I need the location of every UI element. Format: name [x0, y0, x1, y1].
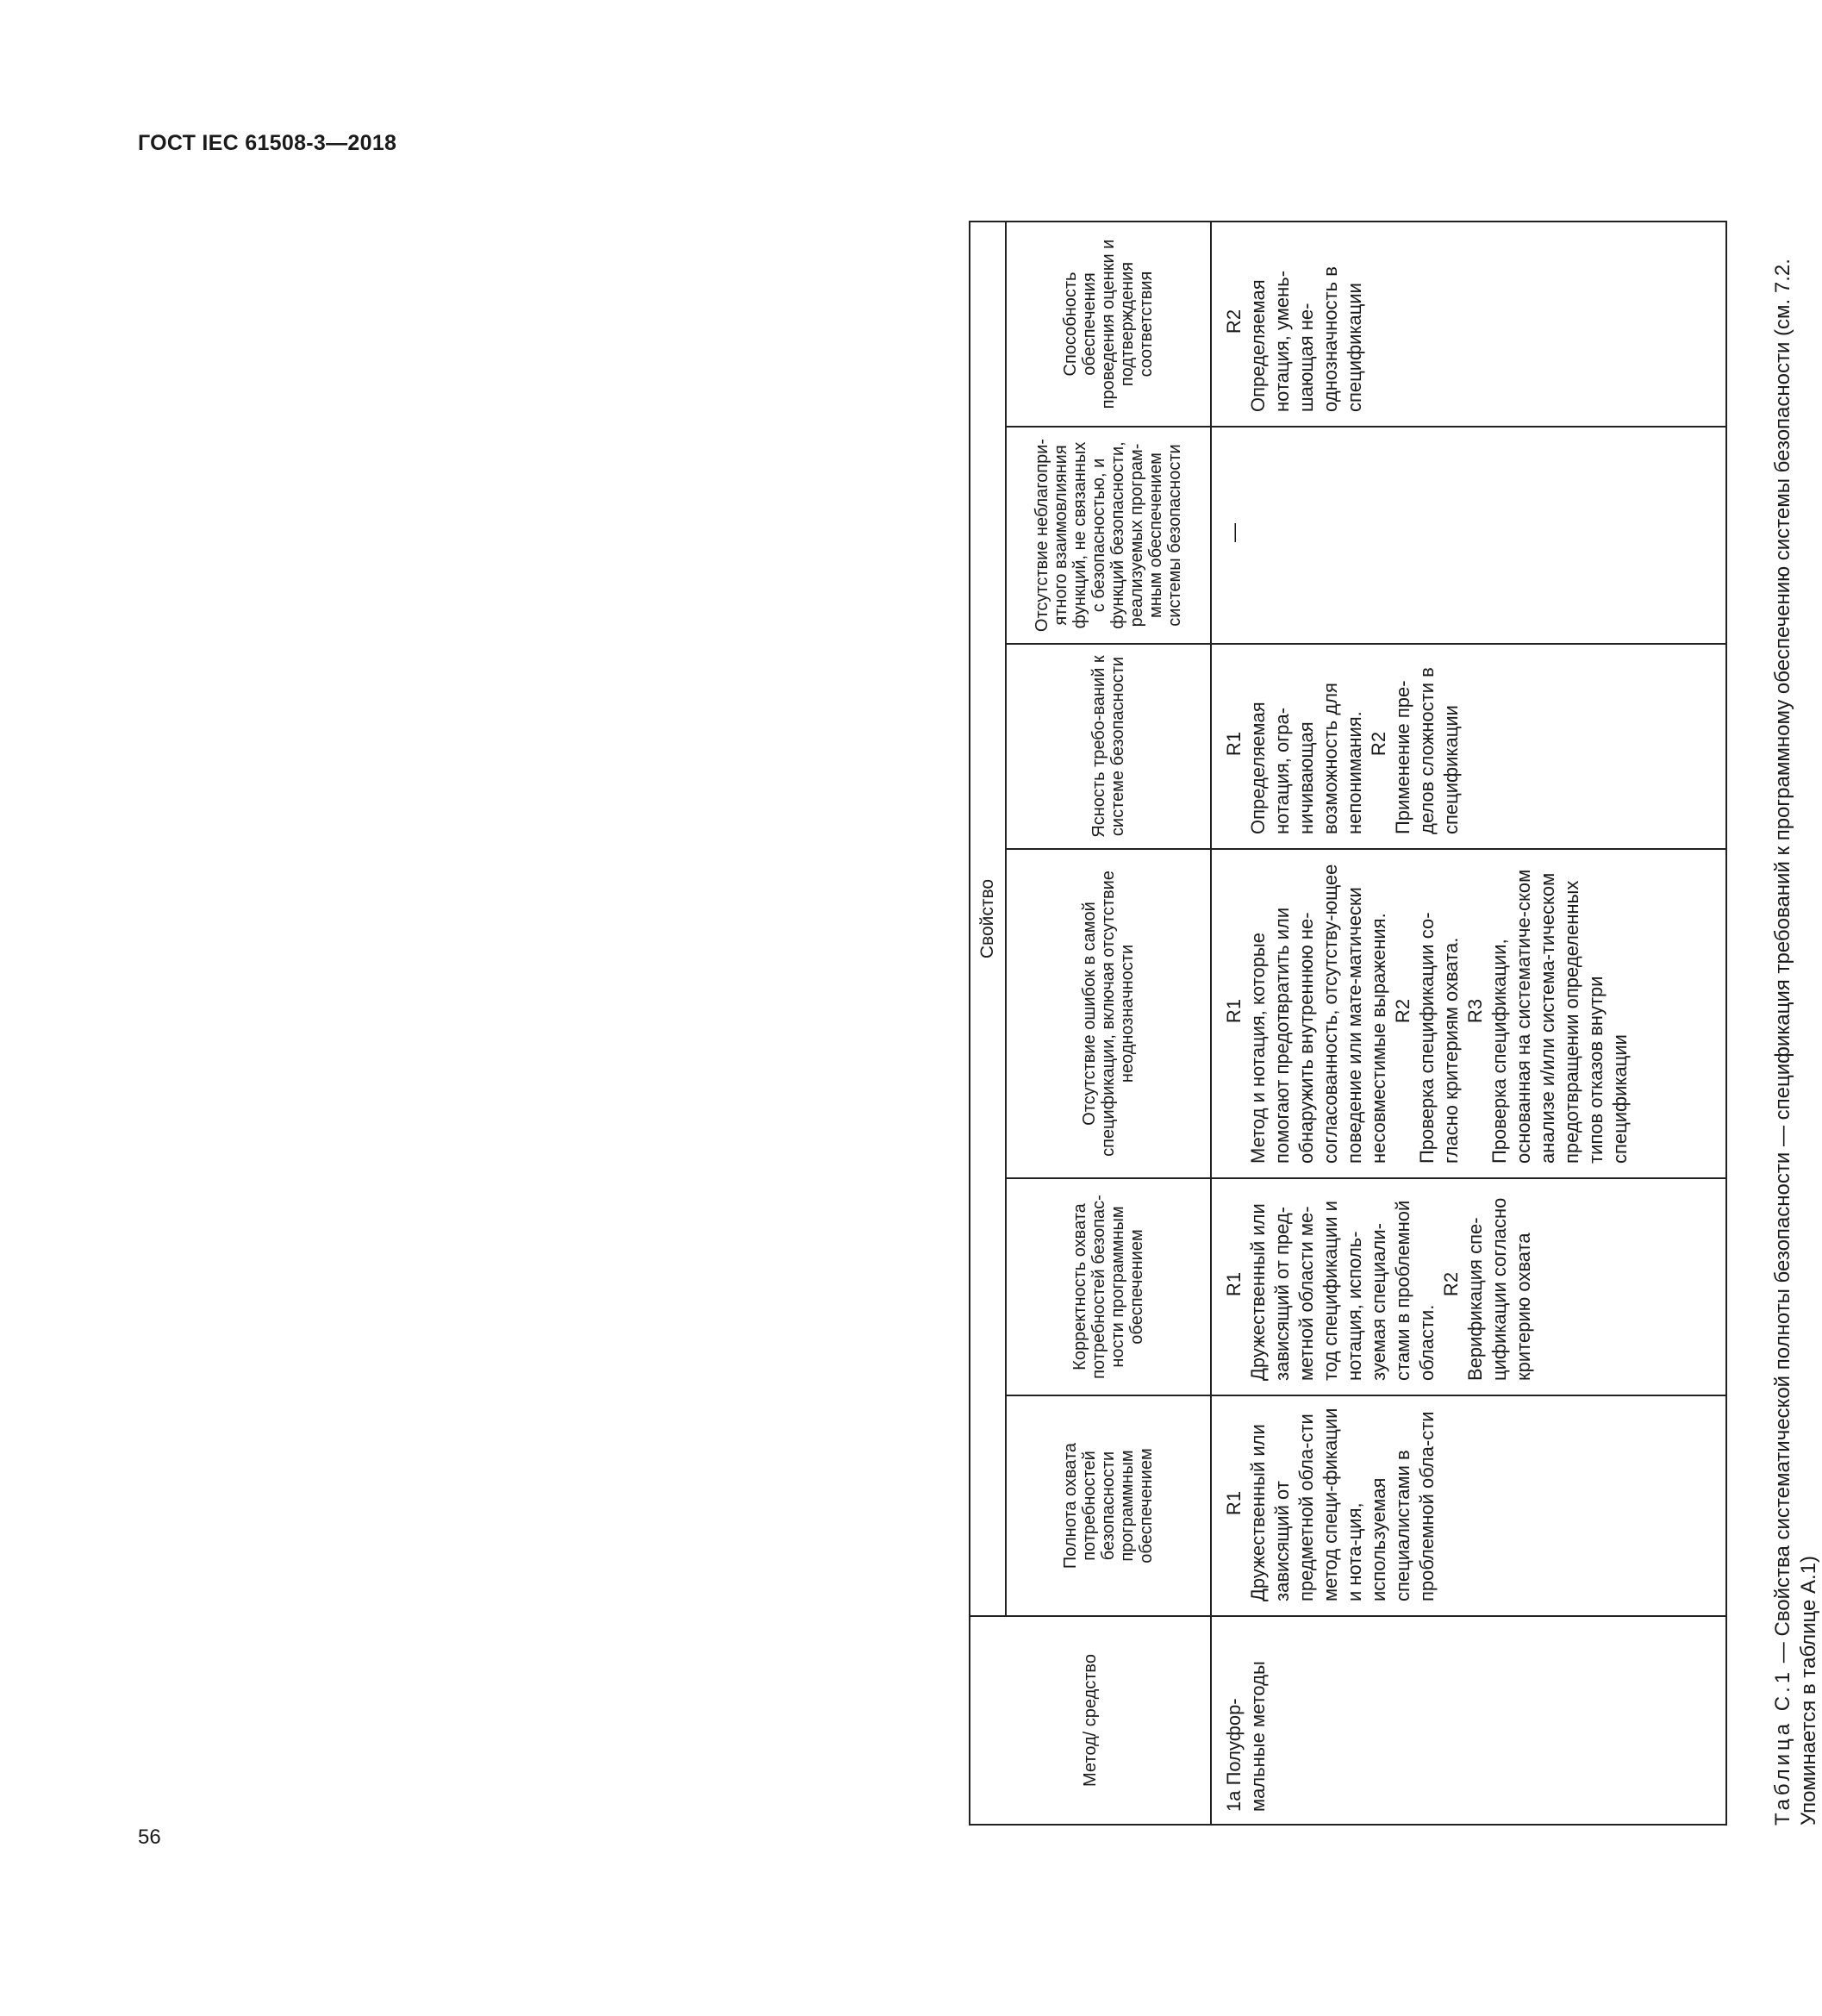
requirement-text: Проверка спецификации со-гласно критериям охвата. [1416, 912, 1462, 1164]
table-cell [1211, 849, 1726, 1178]
column-header-3: Отсутствие ошибок в самой спецификации, включая отсутствие неоднозначности [1006, 849, 1211, 1178]
method-header-cell [970, 1616, 1211, 1825]
table-row [1211, 222, 1726, 1825]
requirement-label: R2 [1440, 1271, 1462, 1297]
column-header-2: Корректность охвата потребностей безопас-ности программным обеспечением [1006, 1178, 1211, 1395]
requirement-text: Дружественный или зависящий от пред-метной области ме-тод спецификации и нотация, исполь-зуемая специали-стами в проблемной области. [1247, 1200, 1438, 1381]
method-header: Метод/ средство [1081, 1654, 1100, 1787]
document-header: ГОСТ IEC 61508-3—2018 [138, 131, 397, 155]
requirement-label: R3 [1464, 998, 1486, 1024]
properties-table [969, 221, 1727, 1826]
requirement-label: R1 [1223, 731, 1245, 757]
requirement-label: R1 [1223, 998, 1245, 1024]
table-cell [1211, 1178, 1726, 1395]
caption-line-2: Упоминается в таблице А.1) [1797, 1555, 1820, 1826]
caption-title: — Свойства систематической полноты безопасности — спецификация требований к программному обеспечению системы безопасности (см. 7.2. [1771, 259, 1794, 1669]
column-header-4: Ясность требо-ваний к системе безопасности [1006, 644, 1211, 849]
requirement-text: Применение пре-делов сложности в спецификации [1392, 667, 1462, 834]
requirement-text: Метод и нотация, которые помогают предотвратить или обнаружить внутреннюю не-согласованность, отсутству-ющее поведение или мате-матически несовместимые выражения. [1247, 864, 1389, 1164]
table-cell [1211, 222, 1726, 427]
caption-line-1 [1770, 222, 1796, 1826]
requirement-label: R2 [1223, 309, 1245, 334]
requirement-text: Определяемая нотация, огра-ничивающая возможность для непонимания. [1247, 683, 1365, 834]
table-cell [1211, 1395, 1726, 1616]
requirement-label: R2 [1368, 731, 1389, 757]
caption-tag: Таблица С.1 [1771, 1668, 1794, 1826]
requirement-text: Проверка спецификации, основанная на систематиче-ском анализе и/или система-тическом предотвращении определенных типов отказов внутри спецификации [1488, 869, 1631, 1164]
page-number: 56 [138, 1826, 161, 1849]
requirement-text: Дружественный или зависящий от предметной обла-сти метод специ-фикации и нота-ция, используемая специалистами в проблемной обла-сти [1247, 1407, 1438, 1601]
column-header-5: Отсутствие неблагопри-ятного взаимовлияния функций, не связанных с безопасностью, и функций безопасности, реализуемых програм-мным обеспечением системы безопасности [1006, 427, 1211, 644]
table-cell [1211, 644, 1726, 849]
requirement-label: R1 [1223, 1271, 1245, 1297]
empty-dash: — [1223, 523, 1245, 542]
requirement-text: Определяемая нотация, умень-шающая не-однозначность в спецификации [1247, 266, 1365, 412]
table-cell [1211, 427, 1726, 644]
requirement-label: R2 [1392, 998, 1413, 1024]
property-header: Свойство [977, 878, 997, 959]
table-caption [1770, 222, 1822, 1826]
column-header-6: Способность обеспечения проведения оценки и подтверждения соответствия [1006, 222, 1211, 427]
requirement-label: R1 [1223, 1490, 1245, 1516]
method-cell [1211, 1616, 1726, 1825]
requirement-text: Верификация спе-цификации согласно критерию охвата [1464, 1197, 1534, 1381]
column-header-1: Полнота охвата потребностей безопасности программным обеспечением [1006, 1395, 1211, 1616]
rotated-table-page [969, 222, 1820, 1826]
method-name: 1а Полуфор-мальные методы [1223, 1661, 1269, 1812]
property-header-cell [970, 222, 1006, 1616]
